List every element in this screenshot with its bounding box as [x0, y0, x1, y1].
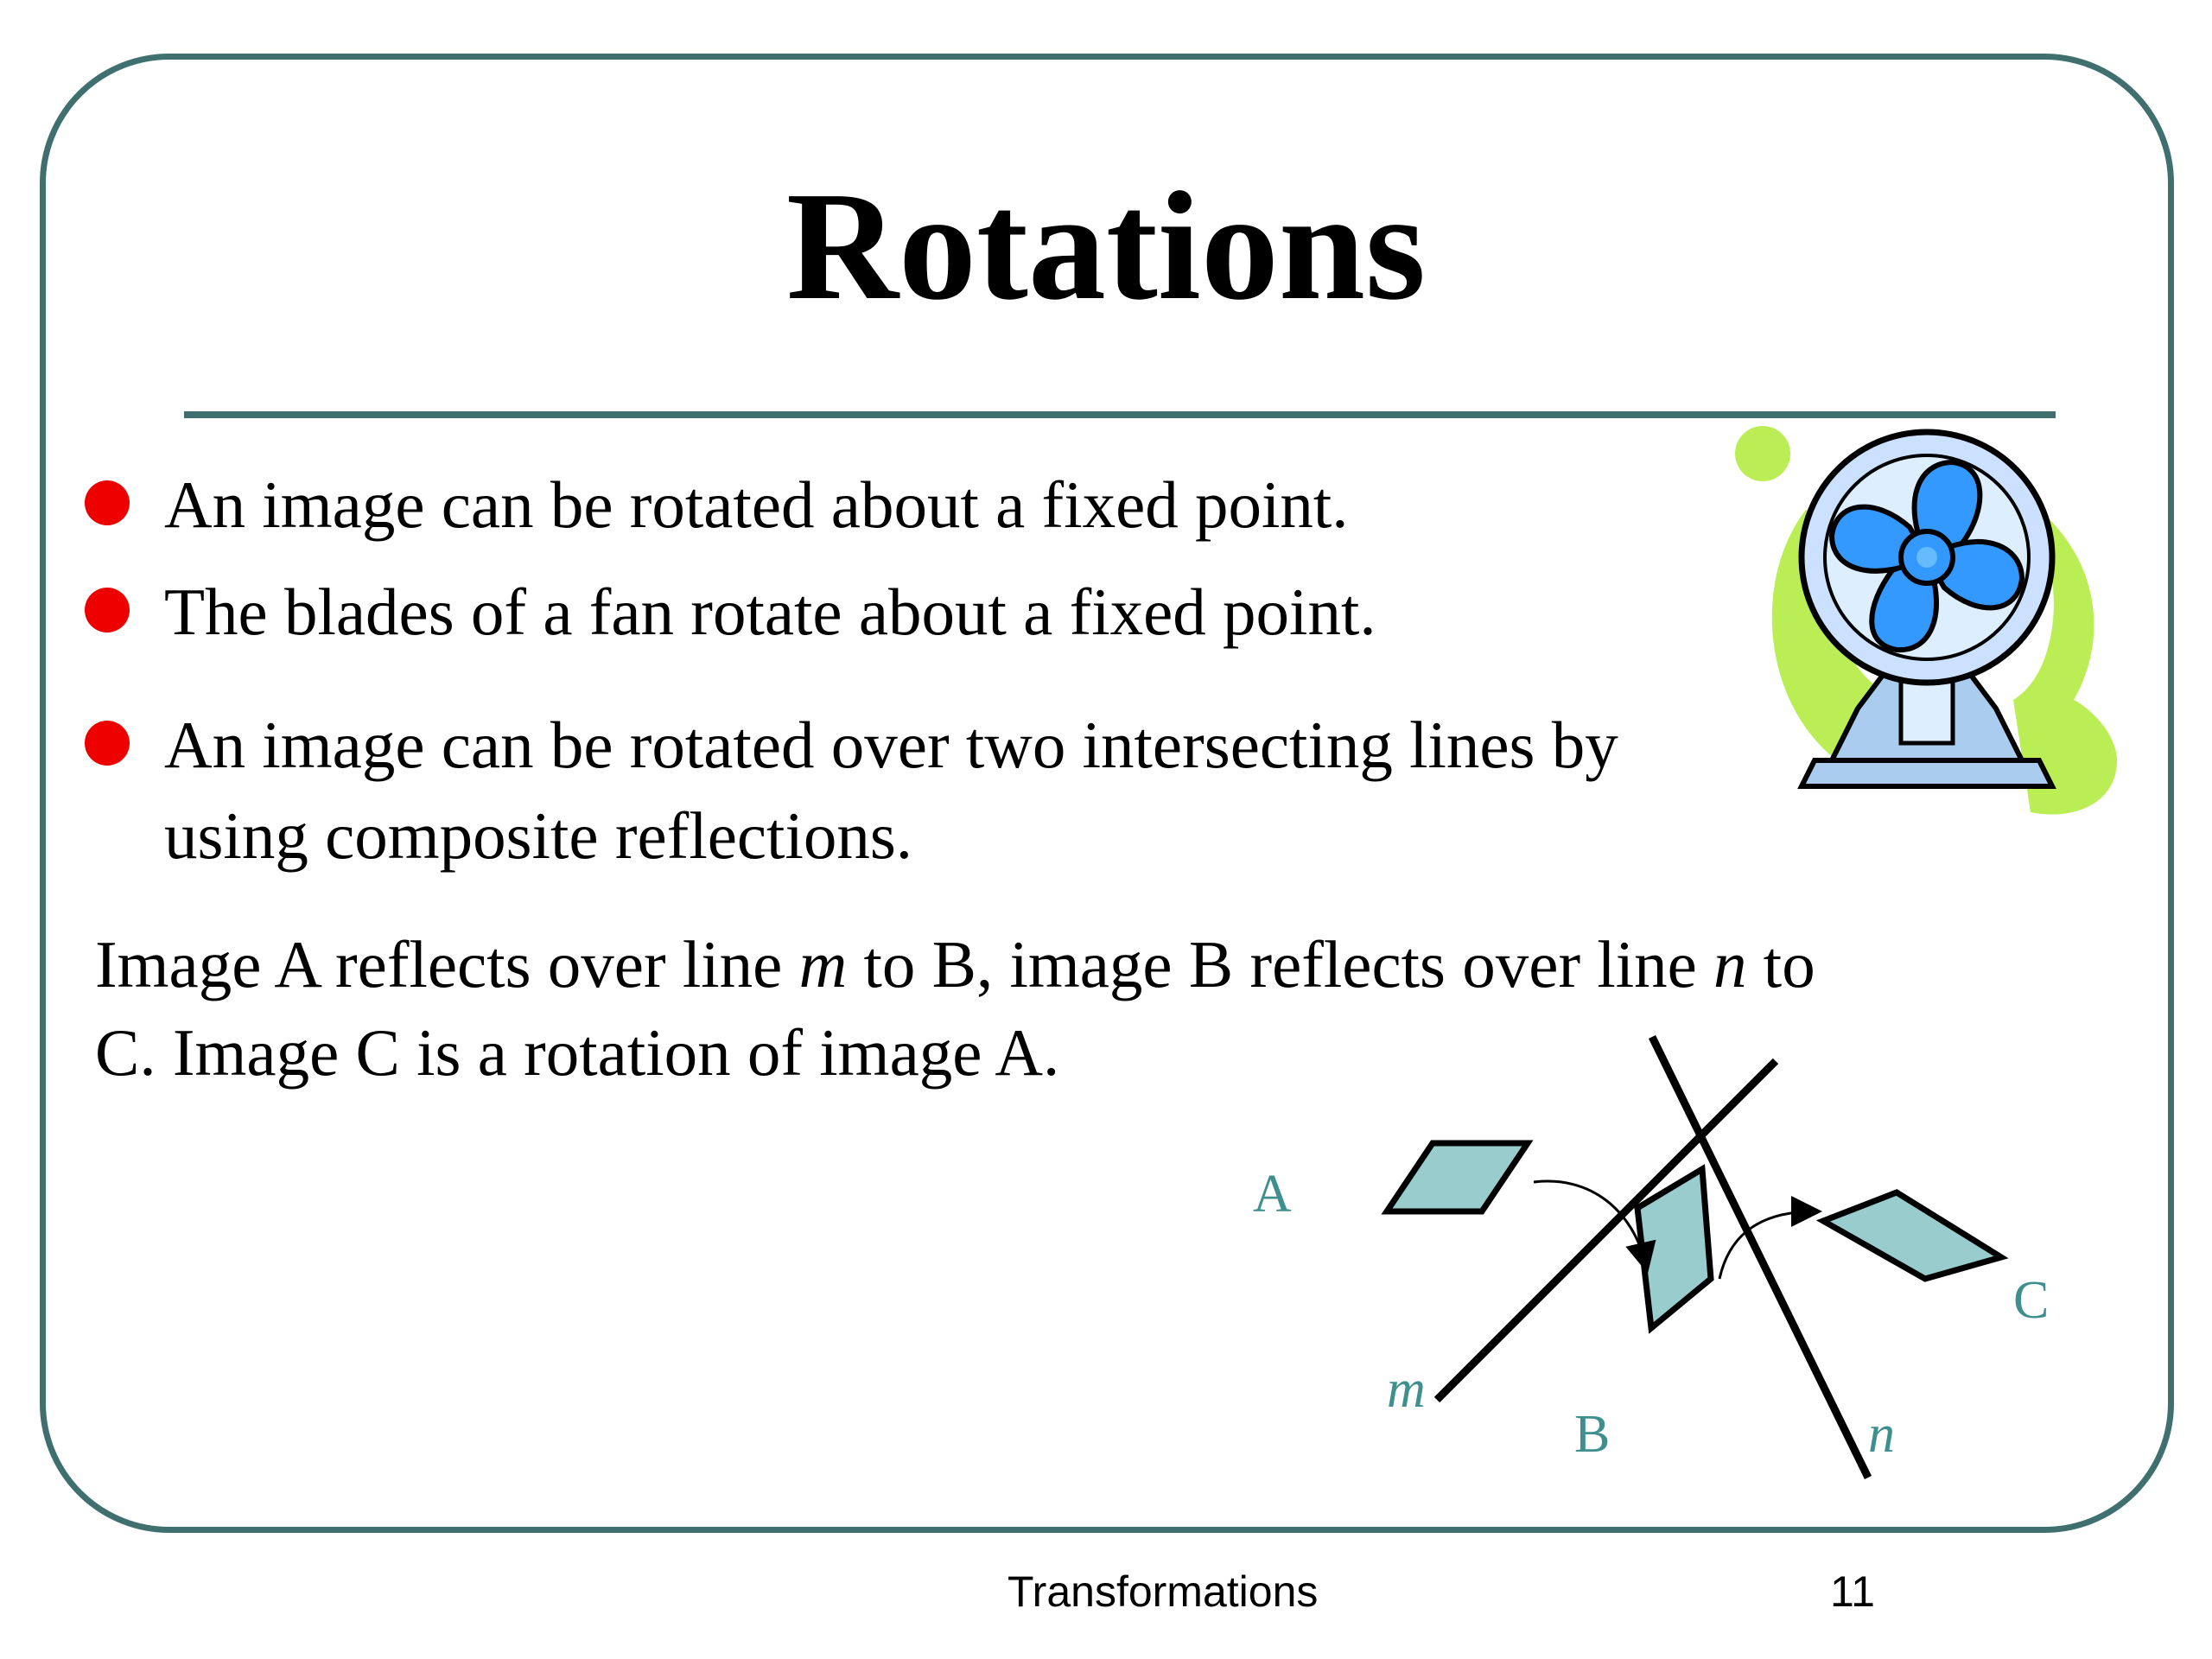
label-a: A	[1253, 1165, 1292, 1224]
arrow-a-to-b	[1534, 1181, 1646, 1266]
line-m-reference: m	[798, 927, 848, 1001]
reflection-diagram	[1253, 1020, 2160, 1503]
slide-title: Rotations	[785, 160, 1427, 332]
line-n-reference: n	[1713, 927, 1747, 1001]
bullet-text-3-continued: using composite reflections.	[164, 798, 913, 873]
bullet-dot-1	[85, 480, 130, 525]
bullet-text-3: An image can be rotated over two intersecting lines by	[164, 708, 1618, 782]
label-c: C	[2013, 1271, 2050, 1330]
footer-title: Transformations	[1007, 1567, 1319, 1616]
fan-bg-small-dot	[1735, 426, 1790, 481]
label-b: B	[1574, 1405, 1611, 1464]
image-c-shape	[1823, 1192, 2001, 1279]
explanation-text-3: to	[1746, 927, 1815, 1001]
line-m	[1437, 1061, 1776, 1400]
fan-base	[1802, 760, 2052, 786]
bullet-dot-2	[85, 588, 130, 632]
explanation-line-2: C. Image C is a rotation of image A.	[95, 1015, 1060, 1090]
label-m: m	[1387, 1360, 1426, 1419]
explanation-text-1: Image A reflects over line	[95, 927, 799, 1001]
explanation-text-2: to B, image B reflects over line	[847, 927, 1714, 1001]
page-number: 11	[1830, 1567, 1875, 1616]
label-n: n	[1868, 1405, 1895, 1464]
fan-hub-cap	[1916, 547, 1937, 568]
bullet-text-1: An image can be rotated about a fixed point.	[164, 467, 1349, 542]
bullet-dot-3	[85, 721, 130, 766]
fan-clipart	[1728, 415, 2134, 830]
bullet-text-2: The blades of a fan rotate about a fixed point.	[164, 575, 1376, 649]
explanation-line-1	[95, 920, 1815, 1008]
image-a-shape	[1387, 1143, 1528, 1211]
